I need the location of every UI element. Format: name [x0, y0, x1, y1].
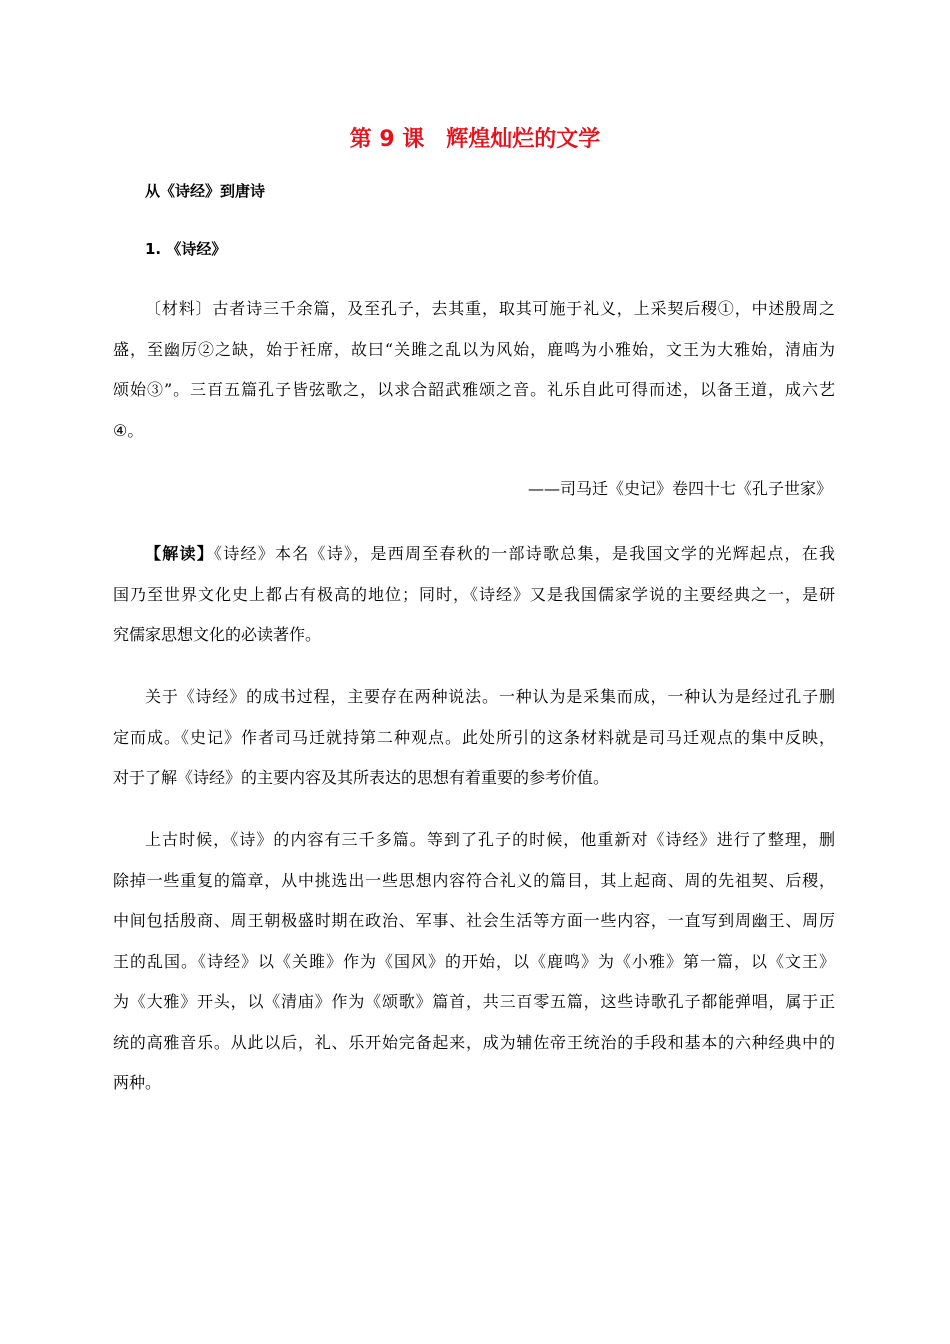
material-line: 盛，至幽厉②之缺，始于衽席，故曰“关雎之乱以为风始，鹿鸣为小雅始，文王为大雅始，清庙为: [113, 339, 835, 359]
interpretation-text: 《诗经》本名《诗》，是西周至春秋的一部诗歌总集，是我国文学的光辉起点，在我: [214, 544, 835, 563]
history-line: 统的高雅音乐。从此以后，礼、乐开始完备起来，成为辅佐帝王统治的手段和基本的六种经典中的: [113, 1032, 835, 1052]
history-line: 中间包括殷商、周王朝极盛时期在政治、军事、社会生活等方面一些内容，一直写到周幽王、周厉: [113, 911, 835, 930]
history-line: 王的乱国。《诗经》以《关雎》作为《国风》的开始，以《鹿鸣》为《小雅》第一篇，以《文王》: [113, 951, 835, 971]
interpretation-line: 究儒家思想文化的必读著作。: [113, 625, 322, 644]
history-line: 除掉一些重复的篇章，从中挑选出一些思想内容符合礼义的篇目，其上起商、周的先祖契、后稷，: [113, 870, 835, 890]
section-heading: 从《诗经》到唐诗: [145, 182, 266, 200]
authorship-line: 定而成。《史记》作者司马迁就持第二种观点。此处所引的这条材料就是司马迁观点的集中反映，: [113, 727, 835, 747]
material-source: ——司马迁《史记》卷四十七《孔子世家》: [527, 479, 832, 498]
authorship-line: 对于了解《诗经》的主要内容及其所表达的思想有着重要的参考价值。: [113, 768, 610, 787]
history-line: 为《大雅》开头，以《清庙》作为《颂歌》篇首，共三百零五篇，这些诗歌孔子都能弹唱，属于正: [113, 992, 835, 1011]
item-heading: 1. 《诗经》: [145, 240, 227, 258]
interpretation-line: [113, 534, 835, 575]
history-line: 两种。: [113, 1073, 162, 1092]
material-line: ④。: [113, 420, 144, 440]
interpretation-paragraph: [113, 534, 835, 656]
authorship-paragraph: [113, 677, 835, 799]
history-paragraph: [113, 820, 835, 1104]
authorship-line: 关于《诗经》的成书过程，主要存在两种说法。一种认为是采集而成，一种认为是经过孔子删: [145, 687, 835, 706]
material-line: 〔材料〕古者诗三千余篇，及至孔子，去其重，取其可施于礼义，上采契后稷①，中述殷周之: [145, 299, 835, 318]
interpretation-line: 国乃至世界文化史上都占有极高的地位；同时，《诗经》又是我国儒家学说的主要经典之一，是研: [113, 584, 835, 604]
history-line: 上古时候，《诗》的内容有三千多篇。等到了孔子的时候，他重新对《诗经》进行了整理，删: [145, 830, 835, 849]
material-line: 颂始③”。三百五篇孔子皆弦歌之，以求合韶武雅颂之音。礼乐自此可得而述，以备王道，成六艺: [113, 380, 835, 399]
lesson-title: 第 9 课 辉煌灿烂的文学: [349, 127, 601, 152]
material-paragraph: [113, 289, 835, 451]
interpretation-label: 【解读】: [145, 544, 214, 563]
